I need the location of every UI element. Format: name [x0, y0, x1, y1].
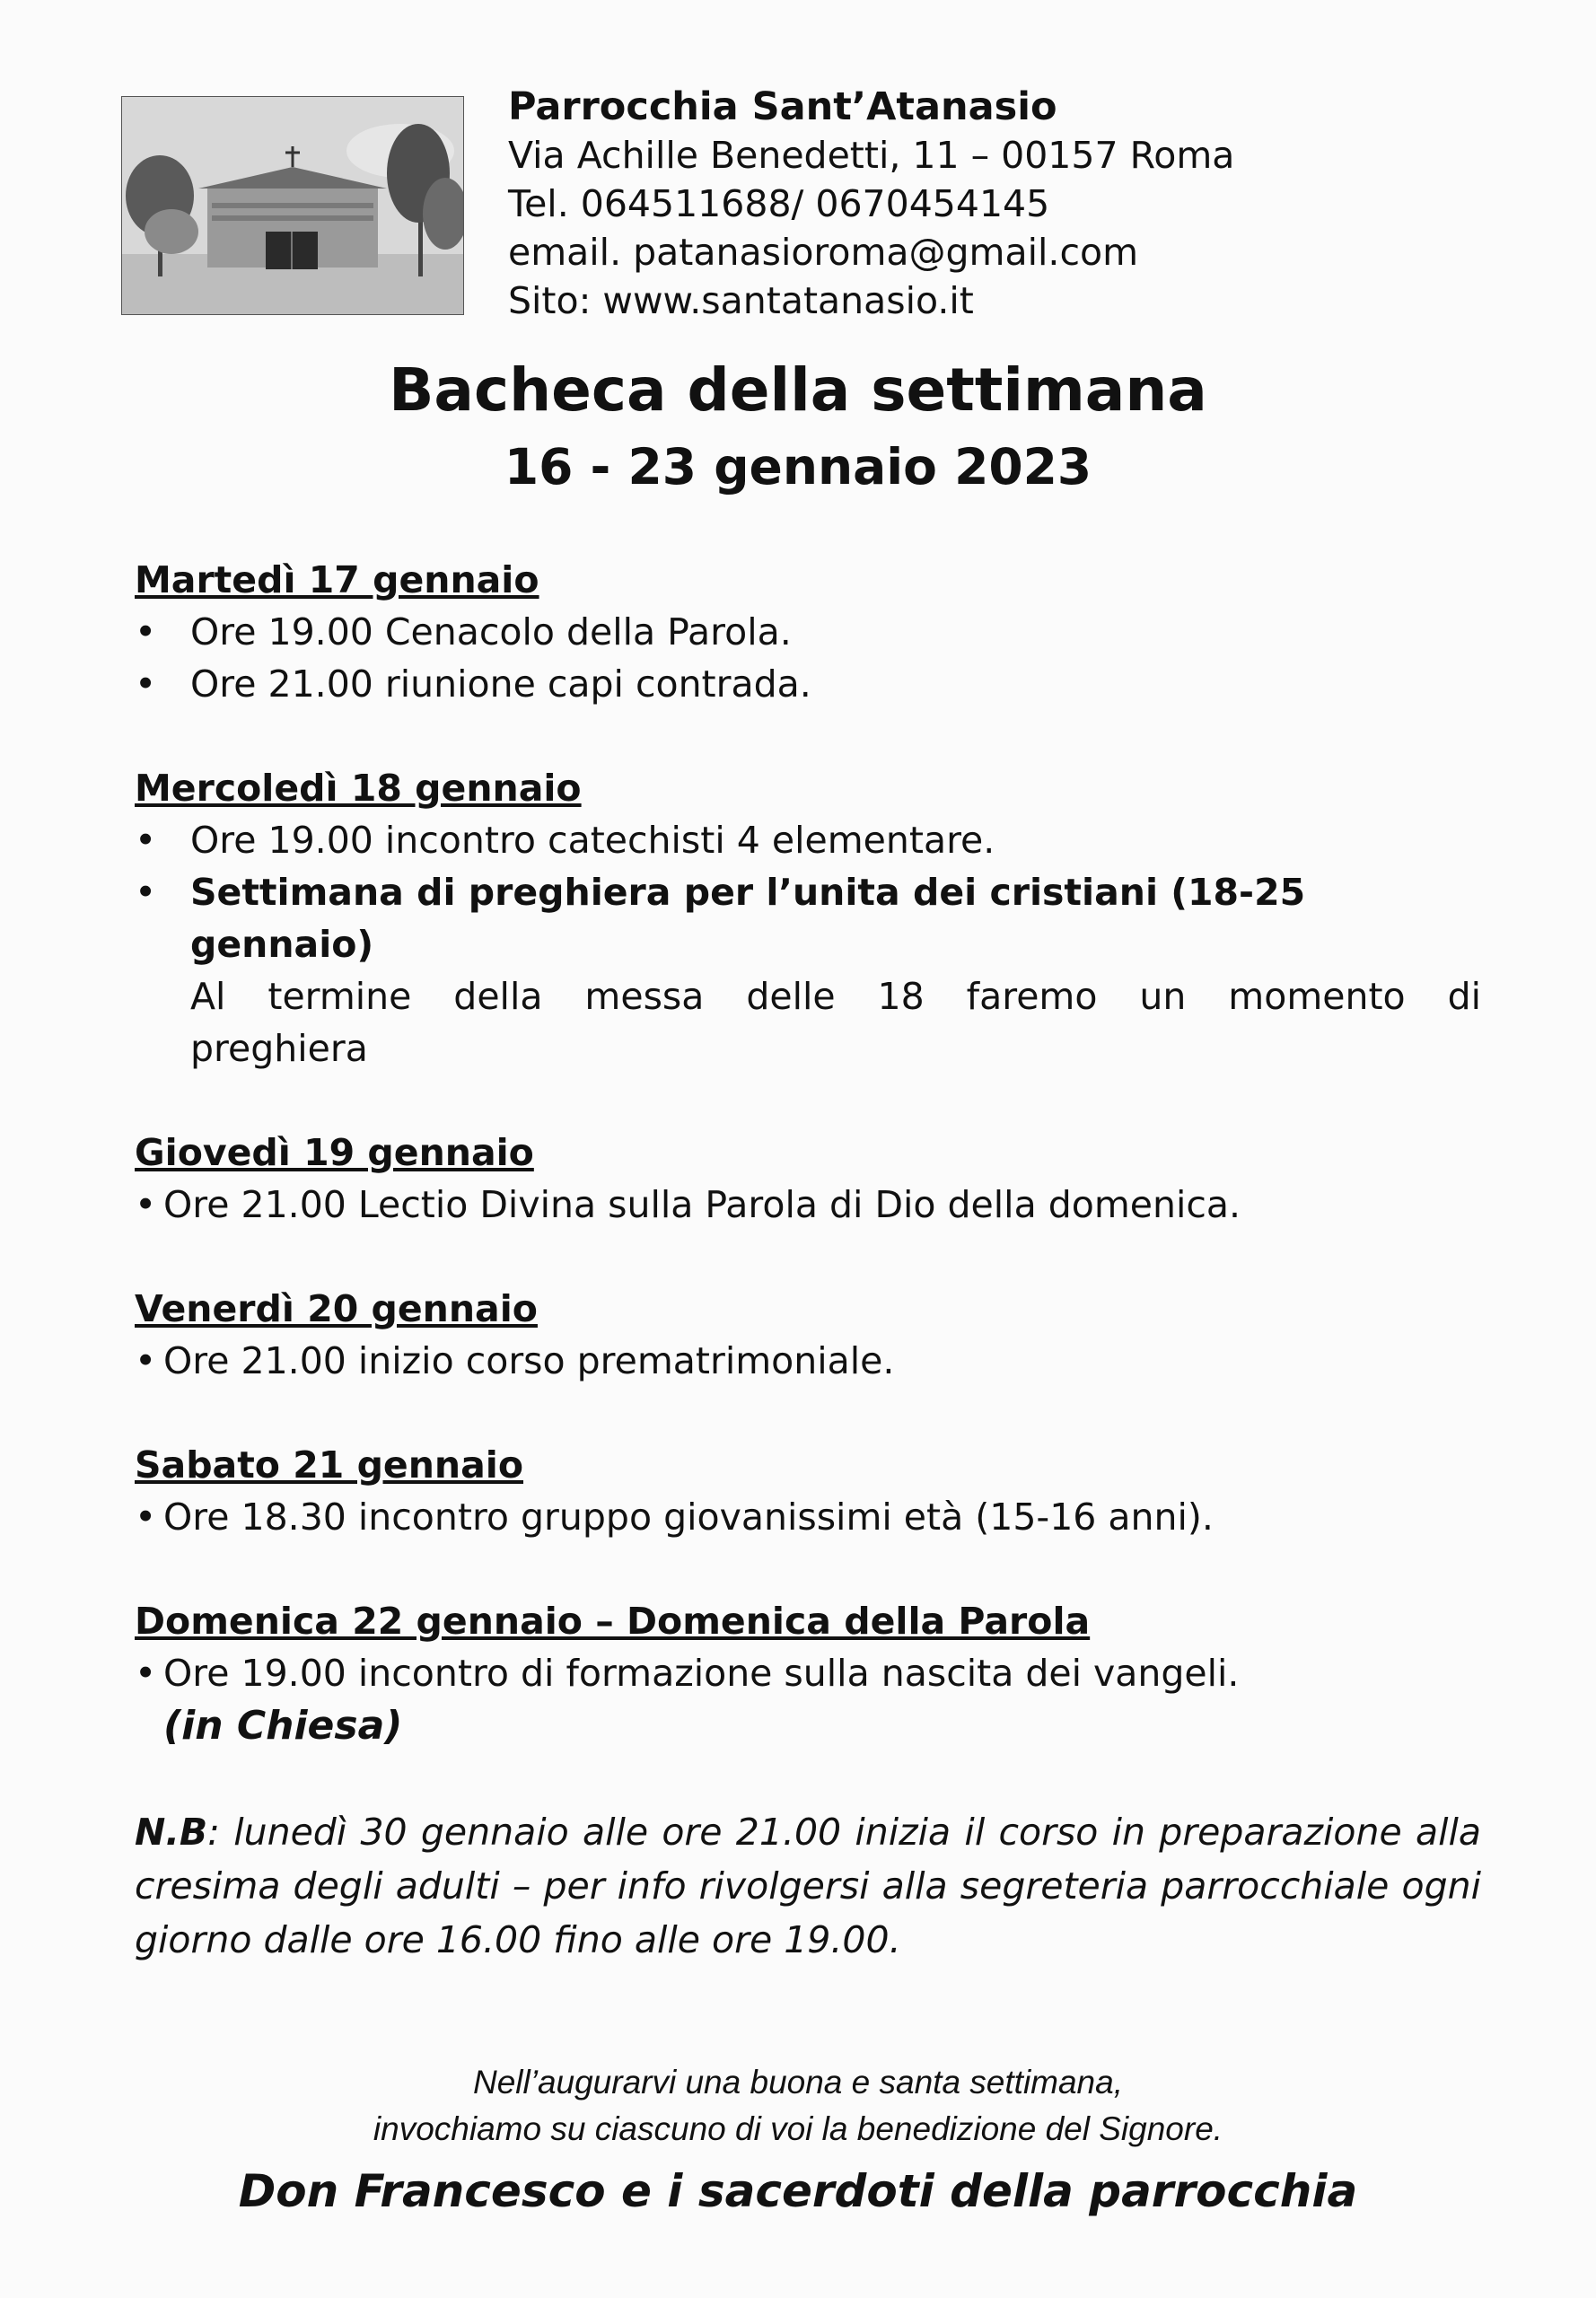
day-wednesday	[135, 762, 1481, 1074]
parish-email: email. patanasioroma@gmail.com	[508, 231, 1139, 274]
week-dates: 16 - 23 gennaio 2023	[504, 438, 1092, 496]
closing-message	[0, 2059, 1596, 2223]
parish-phone: Tel. 064511688/ 0670454145	[508, 182, 1050, 225]
parish-name: Parrocchia Sant’Atanasio	[508, 84, 1057, 129]
page-title: Bacheca della settimana	[389, 355, 1207, 425]
closing-line: Nell’augurarvi una buona e santa settimana,	[472, 2064, 1123, 2101]
list-item: • Ore 21.00 inizio corso prematrimoniale.	[135, 1335, 1481, 1387]
nb-label: N.B	[135, 1811, 208, 1854]
parish-website: Sito: www.santatanasio.it	[508, 279, 974, 322]
list-item: • Ore 19.00 Cenacolo della Parola.	[135, 606, 1481, 658]
list-item	[135, 866, 1481, 1074]
list-item: • Ore 19.00 incontro catechisti 4 elementare.	[135, 814, 1481, 866]
title-block	[0, 350, 1596, 503]
list-item: • Ore 21.00 Lectio Divina sulla Parola di Dio della domenica.	[135, 1179, 1481, 1231]
weekly-schedule	[135, 554, 1481, 1967]
signature: Don Francesco e i sacerdoti della parrocchia	[238, 2165, 1358, 2217]
closing-line: invochiamo su ciascuno di voi la benedizione del Signore.	[373, 2110, 1223, 2147]
prayer-week-title: • Settimana di preghiera per l’unita dei cristiani (18-25 gennaio)	[190, 871, 1306, 966]
prayer-week-line: preghiera	[190, 1027, 368, 1070]
prayer-week-line: Al termine della messa delle 18 faremo un momento di	[190, 975, 1481, 1018]
day-heading: Sabato 21 gennaio	[135, 1443, 524, 1487]
day-heading: Martedì 17 gennaio	[135, 558, 539, 601]
day-friday	[135, 1283, 1481, 1387]
list-item: • Ore 21.00 riunione capi contrada.	[135, 658, 1481, 710]
day-heading: Venerdì 20 gennaio	[135, 1287, 538, 1330]
parish-address: Via Achille Benedetti, 11 – 00157 Roma	[508, 134, 1235, 177]
list-item: • Ore 18.30 incontro gruppo giovanissimi età (15-16 anni).	[135, 1491, 1481, 1543]
day-thursday	[135, 1127, 1481, 1231]
day-saturday	[135, 1439, 1481, 1543]
nb-text: : lunedì 30 gennaio alle ore 21.00 inizia il corso in preparazione alla cresima degli adulti – per info rivolgersi alla segreteria parrocchiale ogni giorno dalle ore 16.00 fino alle ore 19.00.	[135, 1811, 1481, 1961]
church-photo	[121, 96, 464, 315]
list-item: • Ore 19.00 incontro di formazione sulla nascita dei vangeli.	[135, 1647, 1481, 1699]
day-heading: Mercoledì 18 gennaio	[135, 767, 582, 810]
day-tuesday	[135, 554, 1481, 710]
day-sunday	[135, 1595, 1481, 1753]
nota-bene	[135, 1805, 1481, 1967]
day-heading: Giovedì 19 gennaio	[135, 1131, 534, 1174]
day-heading: Domenica 22 gennaio – Domenica della Parola	[135, 1600, 1091, 1643]
location-note: (in Chiesa)	[163, 1703, 403, 1749]
parish-contact-info	[508, 83, 1522, 325]
